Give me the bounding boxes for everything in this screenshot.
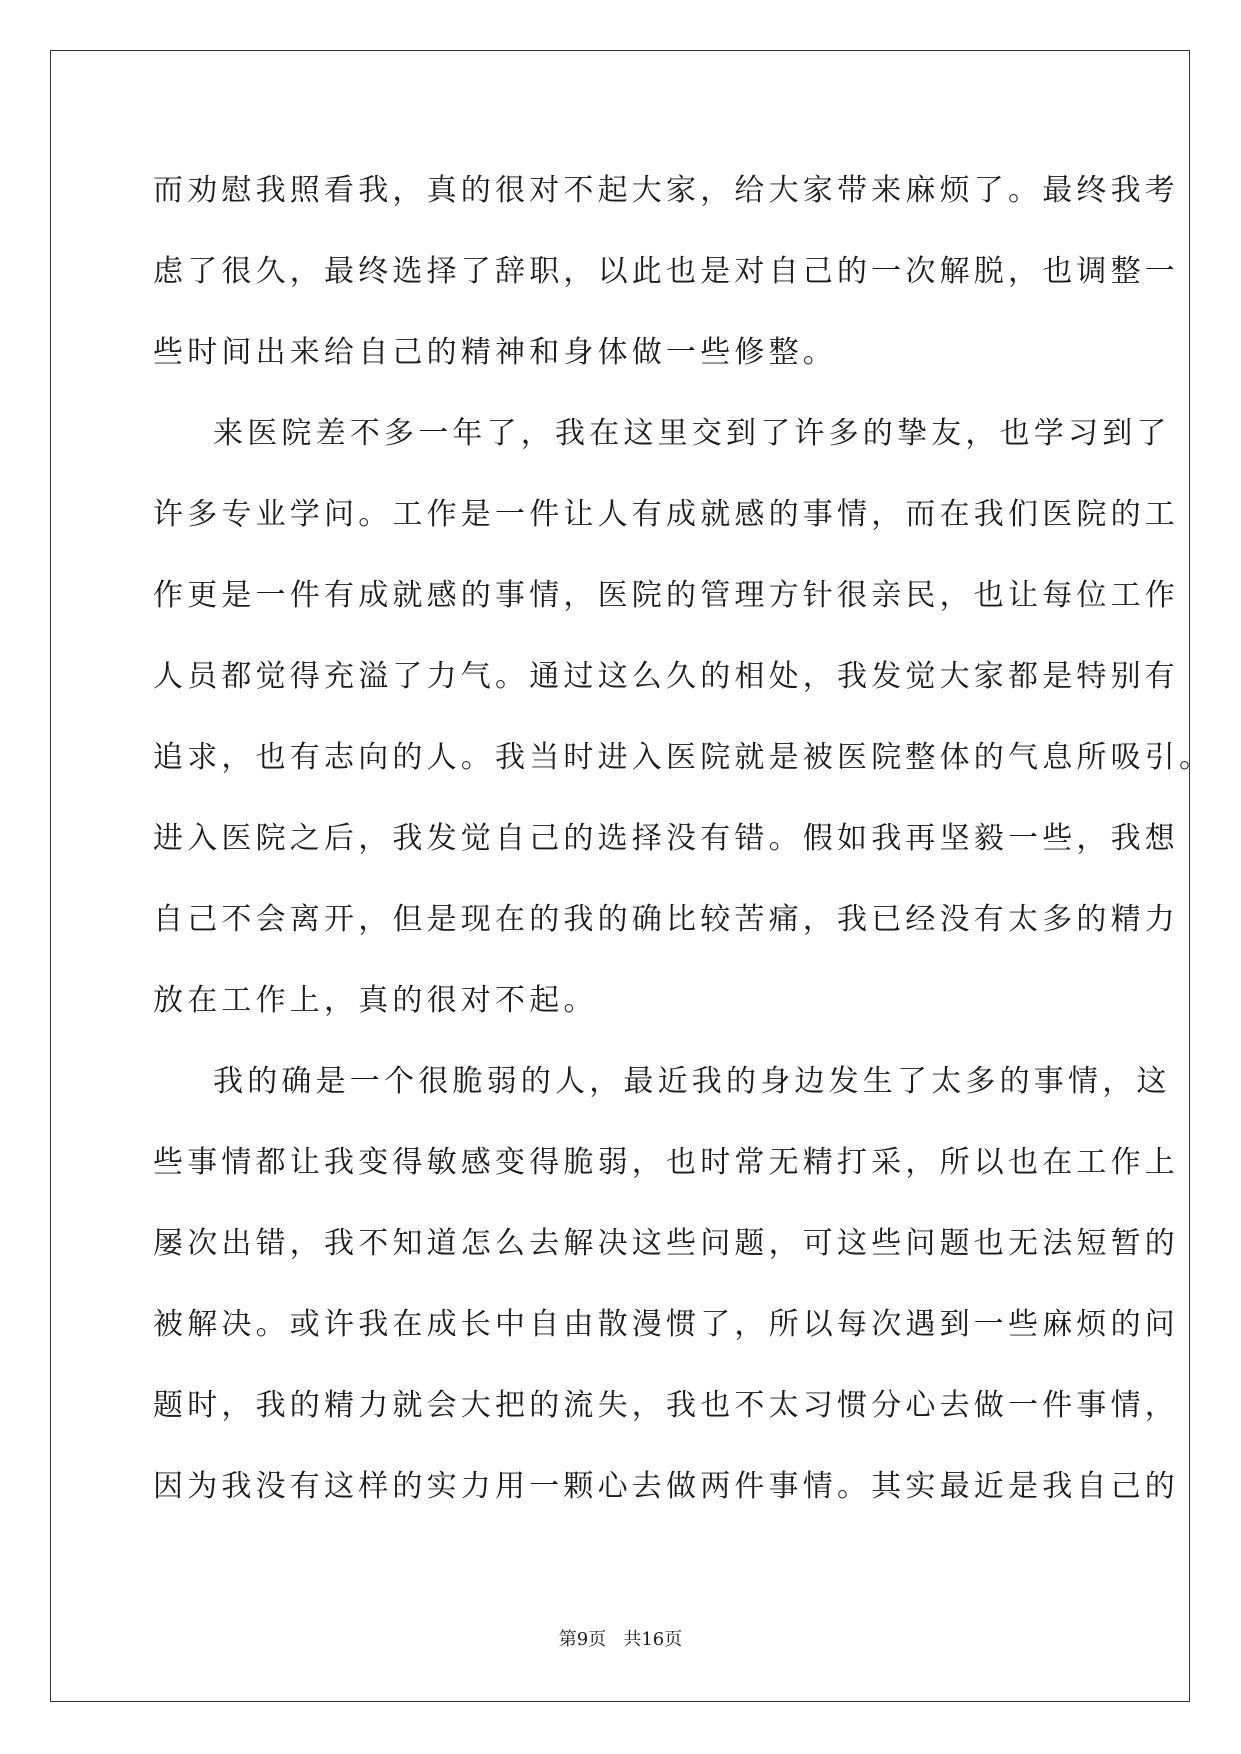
text-line: 题时，我的精力就会大把的流失，我也不太习惯分心去做一件事情，	[153, 1388, 1179, 1423]
text-line: 我的确是一个很脆弱的人，最近我的身边发生了太多的事情，这	[213, 1064, 1171, 1099]
page-number-footer: 第9页 共16页	[558, 1629, 683, 1650]
text-line: 自己不会离开，但是现在的我的确比较苦痛，我已经没有太多的精力	[153, 902, 1179, 937]
text-line: 追求，也有志向的人。我当时进入医院就是被医院整体的气息所吸引。	[153, 740, 1214, 775]
text-line: 人员都觉得充溢了力气。通过这么久的相处，我发觉大家都是特别有	[153, 659, 1179, 694]
text-line: 放在工作上，真的很对不起。	[153, 983, 598, 1018]
text-line: 被解决。或许我在成长中自由散漫惯了，所以每次遇到一些麻烦的问	[153, 1307, 1179, 1342]
text-line: 因为我没有这样的实力用一颗心去做两件事情。其实最近是我自己的	[153, 1469, 1179, 1504]
text-line: 些事情都让我变得敏感变得脆弱，也时常无精打采，所以也在工作上	[153, 1145, 1179, 1180]
document-body	[153, 160, 1214, 1537]
text-line: 作更是一件有成就感的事情，医院的管理方针很亲民，也让每位工作	[153, 578, 1179, 613]
text-line: 而劝慰我照看我，真的很对不起大家，给大家带来麻烦了。最终我考	[153, 173, 1179, 208]
text-line: 些时间出来给自己的精神和身体做一些修整。	[153, 335, 837, 370]
text-line: 屡次出错，我不知道怎么去解决这些问题，可这些问题也无法短暂的	[153, 1226, 1179, 1261]
text-line: 虑了很久，最终选择了辞职，以此也是对自己的一次解脱，也调整一	[153, 254, 1179, 289]
text-line: 来医院差不多一年了，我在这里交到了许多的挚友，也学习到了	[213, 416, 1171, 451]
text-line: 许多专业学问。工作是一件让人有成就感的事情，而在我们医院的工	[153, 497, 1179, 532]
text-line: 进入医院之后，我发觉自己的选择没有错。假如我再坚毅一些，我想	[153, 821, 1179, 856]
